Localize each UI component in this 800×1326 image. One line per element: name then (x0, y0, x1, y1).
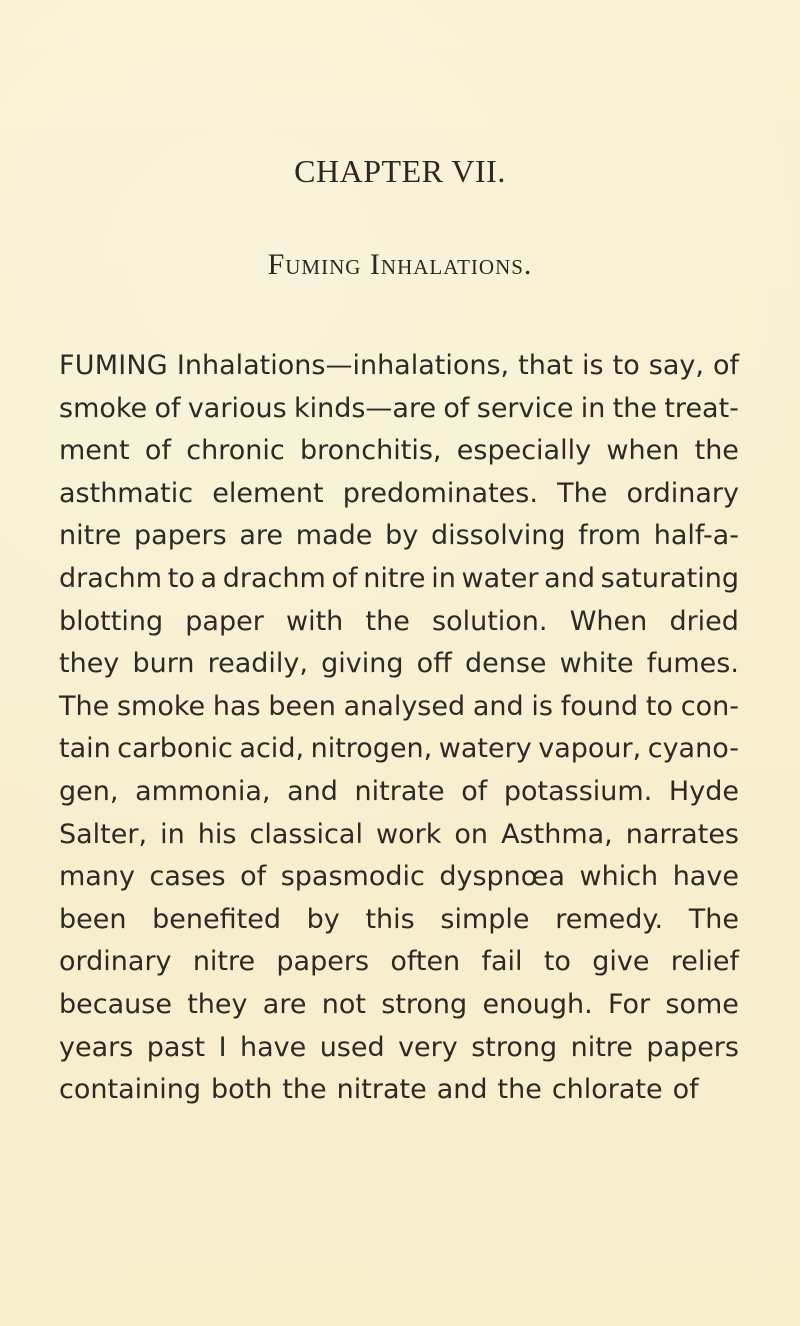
word: and (436, 1074, 488, 1106)
word: is (531, 690, 553, 722)
word: the (612, 392, 658, 424)
word: the (282, 1074, 327, 1106)
body-text (59, 345, 739, 1112)
word: papers (134, 520, 227, 552)
word: element (212, 477, 324, 509)
word: give (592, 946, 650, 978)
word: by (306, 903, 340, 935)
word: a (200, 562, 218, 594)
word: treat- (664, 392, 739, 424)
text-line-5 (59, 515, 739, 558)
word: this (365, 903, 415, 935)
text-line-12 (59, 814, 739, 857)
word: For (607, 988, 651, 1020)
word: and (287, 775, 338, 807)
word: say, (648, 350, 704, 381)
word: strong (381, 988, 468, 1020)
word: simple (440, 903, 530, 935)
word: and (544, 562, 595, 594)
word: drachm (59, 562, 163, 594)
text-line-6 (59, 558, 739, 601)
word: predominates. (342, 477, 538, 509)
word: with (286, 605, 344, 637)
word: some (665, 988, 739, 1020)
text-line-11 (59, 771, 739, 814)
word: of (144, 435, 171, 467)
word: ordinary (626, 477, 739, 509)
word: in (160, 818, 185, 850)
word: papers (646, 1031, 739, 1063)
word: ammonia, (135, 775, 271, 807)
word: in (431, 562, 456, 594)
word: of (154, 392, 181, 424)
word: carbonic (117, 733, 233, 765)
word: dense (464, 648, 547, 680)
word: on (454, 818, 489, 850)
word: years (59, 1031, 134, 1063)
word: blotting (59, 605, 164, 637)
word: chronic (186, 435, 285, 467)
word: spasmodic (280, 861, 425, 893)
word: chlorate (551, 1074, 663, 1106)
word: been (268, 690, 336, 722)
word: often (390, 946, 461, 978)
word: found (560, 690, 639, 722)
word: is (582, 350, 604, 381)
word: various (187, 392, 287, 424)
word: The (688, 903, 739, 935)
word: made (295, 520, 373, 552)
word: kinds—are (293, 392, 437, 424)
word: in (580, 392, 606, 424)
section-title: Fuming Inhalations. (267, 248, 533, 281)
word: dried (669, 605, 739, 637)
word: to (612, 350, 640, 381)
word: that (518, 350, 574, 381)
word: FUMING (59, 350, 168, 381)
word: remedy. (555, 903, 664, 935)
word: The (557, 477, 608, 509)
word: they (59, 648, 120, 680)
word: off (416, 648, 452, 680)
text-line-18 (59, 1069, 739, 1112)
word: of (712, 350, 739, 381)
word: When (569, 605, 648, 637)
word: fail (481, 946, 523, 978)
text-line-4 (59, 473, 739, 516)
word: not (321, 988, 366, 1020)
word: nitrogen, (310, 733, 433, 765)
word: especially (456, 435, 592, 467)
word: benefited (152, 903, 281, 935)
text-line-8 (59, 643, 739, 686)
text-line-16 (59, 984, 739, 1027)
text-line-14 (59, 899, 739, 942)
word: nitrate (354, 775, 445, 807)
word: nitre (363, 562, 426, 594)
word: of (461, 775, 488, 807)
word: watery (438, 733, 532, 765)
word: gen, (59, 775, 119, 807)
word: water (461, 562, 539, 594)
word: half-a- (653, 520, 739, 552)
word: acid, (239, 733, 305, 765)
word: narrates (625, 818, 739, 850)
word: smoke (59, 392, 148, 424)
word: of (240, 861, 267, 893)
word: tain (59, 733, 111, 765)
word: strong (471, 1031, 558, 1063)
word: because (59, 988, 172, 1020)
word: con- (680, 690, 739, 722)
word: by (385, 520, 419, 552)
text-line-17 (59, 1027, 739, 1070)
word: Inhalations—inhalations, (176, 350, 510, 381)
word: many (59, 861, 135, 893)
word: nitre (570, 1031, 633, 1063)
word: both (210, 1074, 273, 1106)
word: are (262, 988, 307, 1020)
word: cyano- (647, 733, 739, 765)
word: has (212, 690, 261, 722)
text-line-15 (59, 941, 739, 984)
word: paper (185, 605, 264, 637)
text-line-7 (59, 601, 739, 644)
word: his (197, 818, 237, 850)
word: the (694, 435, 739, 467)
word: of (672, 1074, 699, 1106)
word: dissolving (430, 520, 566, 552)
word: to (167, 562, 195, 594)
text-line-9 (59, 686, 739, 729)
word: to (645, 690, 673, 722)
word: nitrate (336, 1074, 427, 1106)
text-line-2 (59, 388, 739, 431)
word: have (239, 1031, 307, 1063)
chapter-heading: CHAPTER VII. (294, 153, 506, 189)
word: the (497, 1074, 542, 1106)
word: cases (149, 861, 226, 893)
word: vapour, (538, 733, 642, 765)
word: which (579, 861, 659, 893)
word: papers (276, 946, 370, 978)
word: ment (59, 435, 130, 467)
word: solution. (432, 605, 548, 637)
text-line-10 (59, 728, 739, 771)
word: I (218, 1031, 227, 1063)
word: work (376, 818, 442, 850)
word: The (59, 690, 110, 722)
word: Hyde (668, 775, 739, 807)
word: ordinary (59, 946, 172, 978)
text-line-1 (59, 345, 739, 388)
word: of (331, 562, 358, 594)
word: dyspnœa (439, 861, 565, 893)
word: the (365, 605, 410, 637)
word: been (59, 903, 127, 935)
word: Salter, (59, 818, 148, 850)
word: have (672, 861, 739, 893)
word: relief (670, 946, 739, 978)
word: asthmatic (59, 477, 194, 509)
word: saturating (600, 562, 739, 594)
word: from (578, 520, 642, 552)
word: nitre (192, 946, 256, 978)
word: white (559, 648, 634, 680)
word: analysed (343, 690, 466, 722)
word: nitre (59, 520, 122, 552)
word: burn (132, 648, 195, 680)
word: and (472, 690, 524, 722)
word: service (476, 392, 574, 424)
word: giving (321, 648, 404, 680)
word: enough. (482, 988, 593, 1020)
word: classical (249, 818, 363, 850)
word: of (443, 392, 470, 424)
word: when (606, 435, 680, 467)
word: are (239, 520, 284, 552)
word: very (398, 1031, 458, 1063)
word: used (319, 1031, 385, 1063)
word: containing (59, 1074, 201, 1106)
word: potassium. (503, 775, 653, 807)
word: past (146, 1031, 206, 1063)
word: Asthma, (501, 818, 613, 850)
word: to (543, 946, 571, 978)
word: drachm (222, 562, 326, 594)
word: fumes. (646, 648, 739, 680)
word: smoke (116, 690, 206, 722)
word: readily, (207, 648, 308, 680)
text-line-13 (59, 856, 739, 899)
word: bronchitis, (300, 435, 442, 467)
text-line-3 (59, 430, 739, 473)
word: they (187, 988, 248, 1020)
